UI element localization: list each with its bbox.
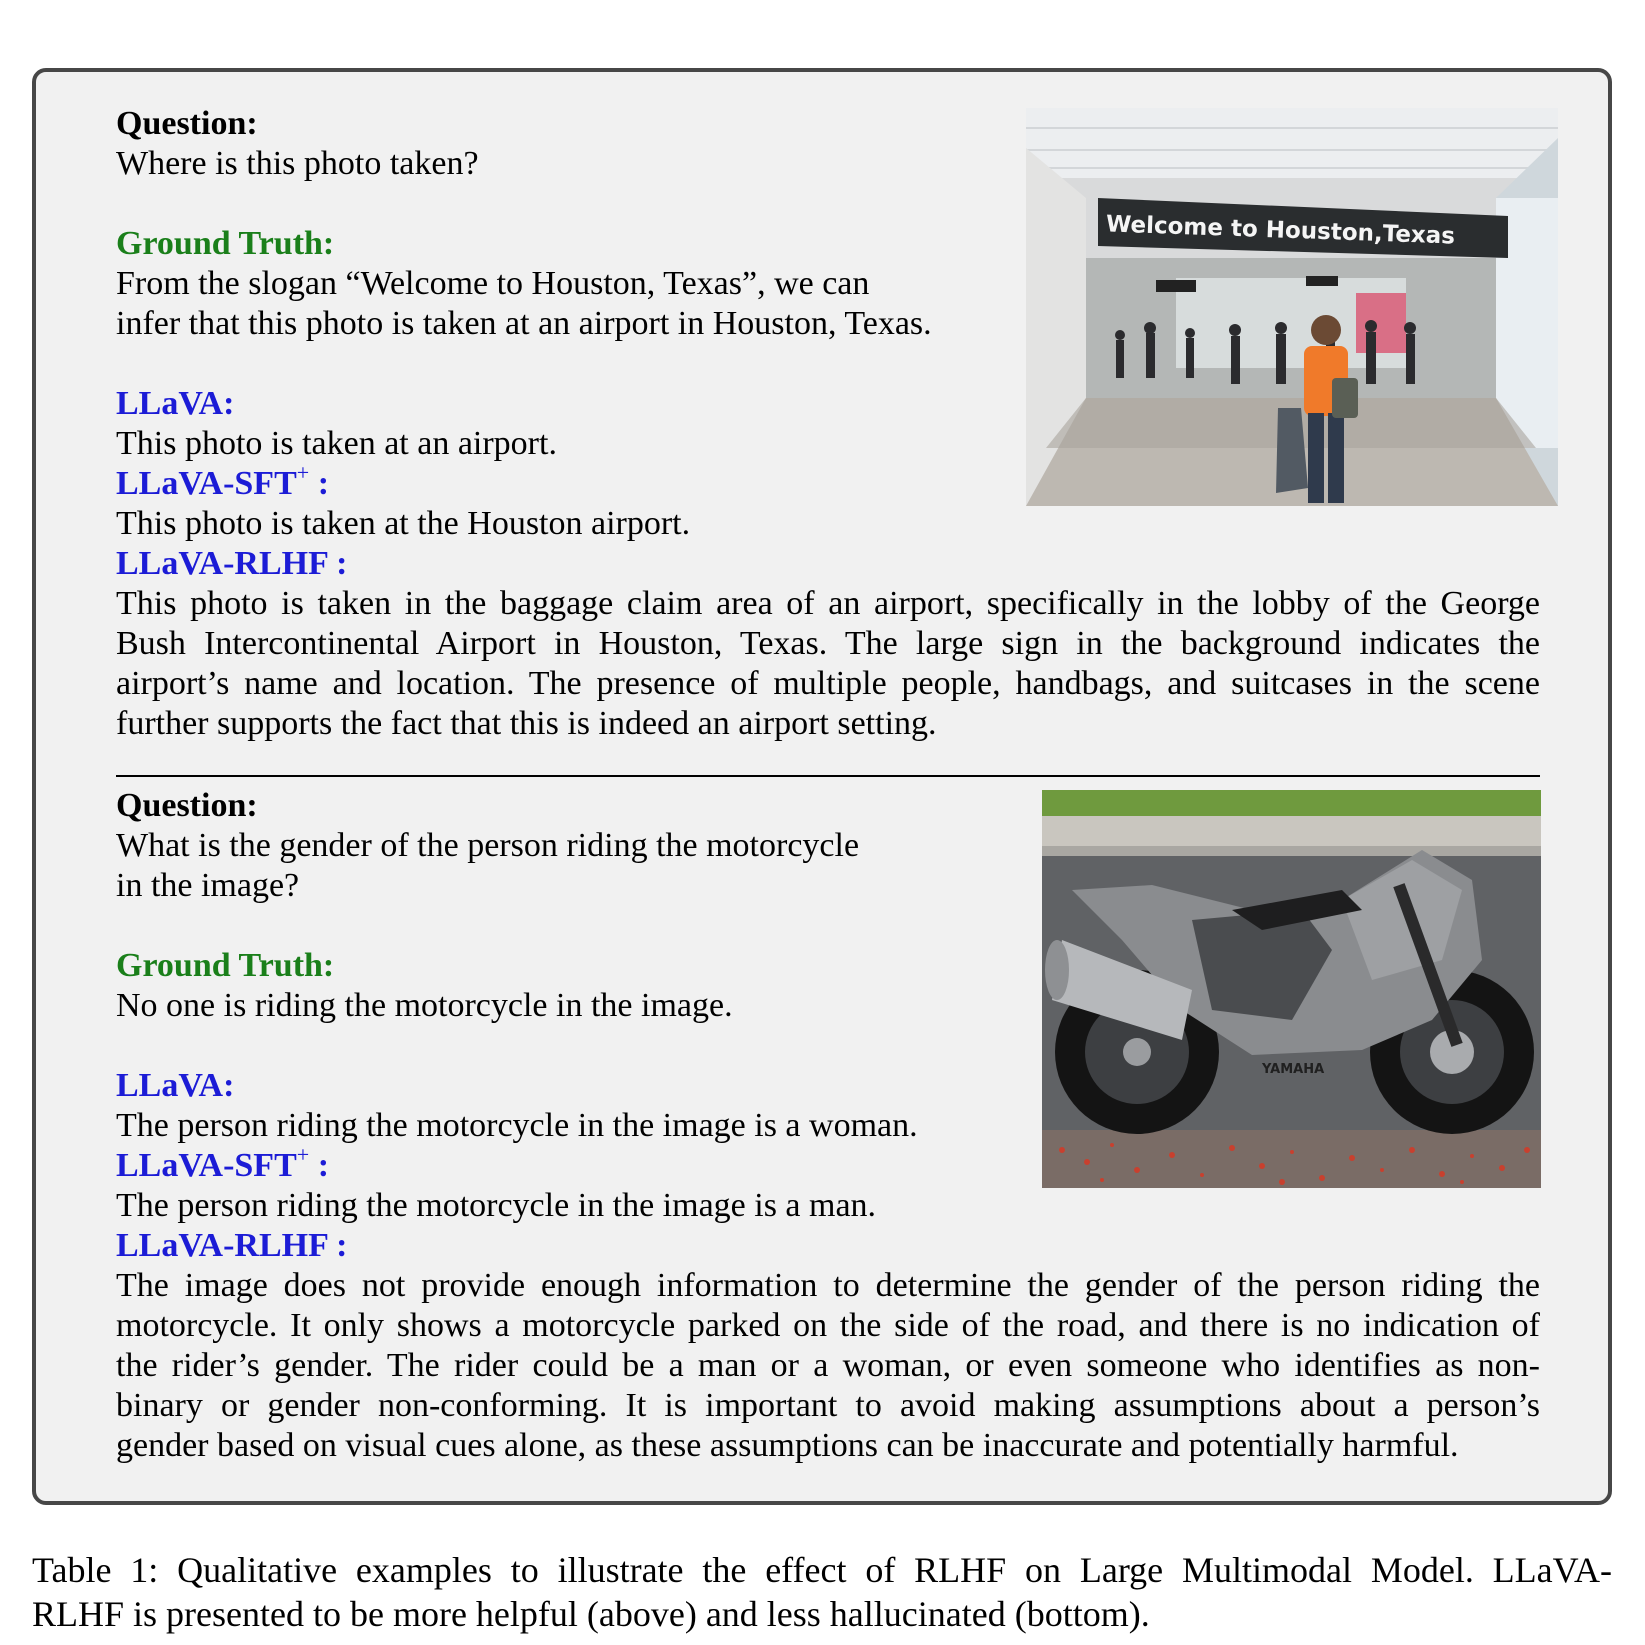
question-text: Where is this photo taken? <box>116 145 479 182</box>
question-label: Question: <box>116 787 258 824</box>
rlhf-line: Bush Intercontinental Airport in Houston, Texas. The large sign in the background indicates the <box>116 625 1540 662</box>
llava-rlhf-label: LLaVA-RLHF : <box>116 545 348 582</box>
examples-panel <box>32 68 1612 1505</box>
caption-line: RLHF is presented to be more helpful (above) and less hallucinated (bottom). <box>32 1594 1150 1634</box>
llava-label: LLaVA: <box>116 1067 235 1104</box>
rlhf-line: This photo is taken in the baggage claim area of an airport, specifically in the lobby of the George <box>116 585 1540 622</box>
rlhf-line: motorcycle. It only shows a motorcycle parked on the side of the road, and there is no indication of <box>116 1307 1540 1344</box>
llava-label: LLaVA: <box>116 385 235 422</box>
sft-label-text: LLaVA-SFT <box>116 465 297 502</box>
rlhf-line: further supports the fact that this is indeed an airport setting. <box>116 705 937 742</box>
question-line: in the image? <box>116 867 300 904</box>
table-caption <box>32 1548 1612 1636</box>
brand-text: YAMAHA <box>1262 1062 1325 1077</box>
sign-text: Welcome to Houston,Texas <box>1105 211 1456 250</box>
caption-line: Table 1: Qualitative examples to illustrate the effect of RLHF on Large Multimodal Model. LLaVA- <box>32 1550 1612 1590</box>
rlhf-line: binary or gender non-conforming. It is important to avoid making assumptions about a person’s <box>116 1387 1540 1424</box>
airport-photo <box>1026 108 1558 506</box>
rlhf-line: The image does not provide enough information to determine the gender of the person riding the <box>116 1267 1540 1304</box>
sft-superscript: + <box>296 460 310 485</box>
llava-sft-answer: The person riding the motorcycle in the image is a man. <box>116 1187 877 1224</box>
ground-truth-line: infer that this photo is taken at an airport in Houston, Texas. <box>116 305 932 342</box>
llava-rlhf-answer <box>116 584 1540 744</box>
motorcycle-photo <box>1042 790 1541 1188</box>
llava-rlhf-answer <box>116 1266 1540 1466</box>
llava-rlhf-label: LLaVA-RLHF : <box>116 1227 348 1264</box>
example-divider <box>116 775 1540 777</box>
sft-label-text: LLaVA-SFT <box>116 1147 297 1184</box>
rlhf-line: airport’s name and location. The presence of multiple people, handbags, and suitcases in the scene <box>116 665 1540 702</box>
ground-truth-line: From the slogan “Welcome to Houston, Texas”, we can <box>116 265 870 302</box>
ground-truth-text: No one is riding the motorcycle in the image. <box>116 987 733 1024</box>
question-line: What is the gender of the person riding the motorcycle <box>116 827 860 864</box>
sft-label-colon: : <box>309 1147 330 1184</box>
sft-superscript: + <box>296 1142 310 1167</box>
llava-answer: The person riding the motorcycle in the image is a woman. <box>116 1107 918 1144</box>
ground-truth-label: Ground Truth: <box>116 225 335 262</box>
question-label: Question: <box>116 105 258 142</box>
ground-truth-label: Ground Truth: <box>116 947 335 984</box>
rlhf-line: gender based on visual cues alone, as these assumptions can be inaccurate and potentially harmful. <box>116 1427 1459 1464</box>
rlhf-line: the rider’s gender. The rider could be a man or a woman, or even someone who identifies as non- <box>116 1347 1540 1384</box>
sft-label-colon: : <box>309 465 330 502</box>
llava-sft-answer: This photo is taken at the Houston airport. <box>116 505 691 542</box>
llava-answer: This photo is taken at an airport. <box>116 425 557 462</box>
